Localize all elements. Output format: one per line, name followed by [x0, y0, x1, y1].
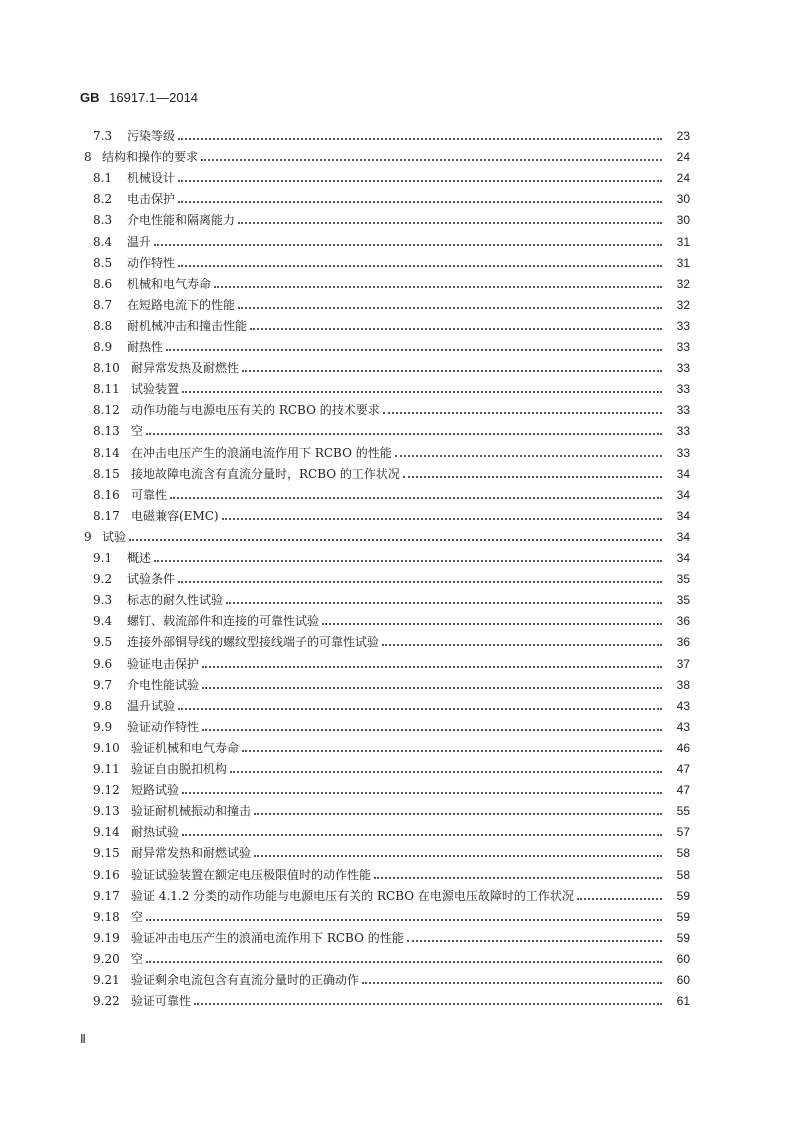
toc-entry[interactable] [93, 928, 690, 948]
toc-entry-title: 验证机械和电气寿命 [131, 740, 240, 755]
toc-entry-title: 可靠性 [131, 487, 168, 502]
toc-entry-page: 33 [676, 318, 690, 333]
toc-dot-leader [146, 918, 662, 921]
toc-dot-leader [242, 749, 662, 752]
toc-dot-leader [577, 897, 662, 900]
toc-entry-page: 35 [676, 593, 690, 608]
toc-entry-number: 9.8 [93, 698, 113, 713]
toc-entry-number: 8.3 [93, 213, 113, 228]
toc-dot-leader [146, 432, 662, 435]
toc-entry-number: 9.12 [93, 783, 120, 798]
toc-entry-page: 43 [676, 719, 690, 734]
toc-entry-page: 55 [676, 804, 690, 819]
toc-entry-title: 结构和操作的要求 [102, 150, 199, 165]
toc-entry-page: 33 [676, 340, 690, 354]
toc-entry-page: 34 [676, 529, 690, 544]
toc-entry[interactable] [93, 421, 690, 441]
toc-entry-title: 动作特性 [127, 255, 176, 270]
toc-entry-title: 机械和电气寿命 [127, 276, 212, 291]
toc-entry-number: 8.5 [93, 255, 113, 270]
toc-entry-title: 验证冲击电压产生的浪涌电流作用下 RCBO 的性能 [131, 930, 404, 945]
toc-dot-leader [194, 1002, 662, 1005]
toc-dot-leader [154, 243, 662, 246]
toc-entry-number: 8.6 [93, 276, 113, 291]
toc-entry-title: 接地故障电流含有直流分量时，RCBO 的工作状况 [131, 466, 400, 481]
toc-entry-page: 32 [676, 297, 690, 312]
toc-entry-number: 8.11 [93, 382, 120, 397]
toc-entry[interactable] [93, 717, 690, 737]
toc-entry-page: 38 [676, 677, 690, 692]
toc-dot-leader [238, 221, 662, 224]
toc-entry-title: 机械设计 [127, 171, 176, 186]
toc-dot-leader [362, 981, 662, 984]
toc-entry-number: 8.2 [93, 192, 113, 207]
toc-entry-title: 验证耐机械振动和撞击 [131, 804, 252, 819]
toc-entry-number: 9.1 [93, 551, 113, 565]
toc-entry-page: 30 [676, 213, 690, 228]
toc-entry-title: 电磁兼容(EMC) [131, 508, 219, 523]
toc-entry-title: 试验装置 [131, 382, 180, 397]
toc-entry-page: 43 [676, 698, 690, 713]
toc-entry[interactable] [93, 949, 690, 969]
toc-entry[interactable] [93, 400, 690, 420]
toc-entry[interactable] [93, 907, 690, 927]
toc-entry-page: 36 [676, 614, 690, 629]
toc-entry-number: 9.5 [93, 635, 113, 650]
toc-entry-title: 标志的耐久性试验 [127, 593, 224, 608]
toc-entry-title: 试验 [102, 529, 127, 544]
toc-entry-page: 47 [676, 762, 690, 776]
toc-entry-page: 58 [676, 867, 690, 882]
toc-entry[interactable] [93, 843, 690, 863]
toc-entry-title: 温升 [127, 234, 152, 249]
toc-entry-number: 8.1 [93, 171, 113, 186]
toc-entry[interactable] [84, 147, 690, 167]
toc-entry-number: 8.7 [93, 297, 113, 312]
toc-entry-page: 60 [676, 973, 690, 987]
toc-entry-number: 8 [84, 150, 92, 165]
toc-entry-title: 空 [131, 951, 144, 966]
toc-dot-leader [182, 390, 662, 393]
toc-entry-title: 空 [131, 424, 144, 439]
toc-entry[interactable] [93, 970, 690, 990]
toc-entry[interactable] [93, 168, 690, 188]
document-header [80, 90, 198, 105]
toc-entry[interactable] [93, 232, 690, 252]
toc-entry-number: 8.12 [93, 403, 120, 418]
toc-entry[interactable] [93, 379, 690, 399]
toc-entry-title: 耐热性 [127, 340, 164, 354]
toc-entry[interactable] [93, 485, 690, 505]
toc-dot-leader [202, 665, 662, 668]
toc-entry[interactable] [93, 865, 690, 885]
toc-dot-leader [202, 686, 662, 689]
toc-dot-leader [382, 643, 662, 646]
toc-dot-leader [254, 812, 662, 815]
toc-dot-leader [238, 306, 662, 309]
toc-entry-page: 46 [676, 740, 690, 755]
toc-dot-leader [170, 496, 662, 499]
toc-dot-leader [226, 601, 662, 604]
toc-dot-leader [202, 728, 662, 731]
toc-entry[interactable] [93, 696, 690, 716]
toc-entry[interactable] [93, 738, 690, 758]
toc-dot-leader [214, 285, 662, 288]
toc-entry-title: 螺钉、载流部件和连接的可靠性试验 [127, 614, 320, 629]
toc-entry-title: 耐机械冲击和撞击性能 [127, 318, 248, 333]
page-number: Ⅱ [80, 1032, 86, 1046]
toc-entry[interactable] [93, 464, 690, 484]
toc-entry-page: 57 [676, 825, 690, 840]
toc-entry-page: 33 [676, 403, 690, 418]
toc-dot-leader [230, 770, 662, 773]
toc-entry-number: 9 [84, 529, 92, 544]
toc-entry-number: 8.4 [93, 234, 113, 249]
toc-entry-number: 9.18 [93, 909, 120, 924]
toc-entry-page: 59 [676, 930, 690, 945]
toc-entry-number: 9.11 [93, 762, 120, 776]
toc-entry-title: 温升试验 [127, 698, 176, 713]
toc-dot-leader [166, 348, 662, 351]
toc-entry[interactable] [93, 611, 690, 631]
toc-entry-number: 8.13 [93, 424, 120, 439]
toc-entry-title: 介电性能试验 [127, 677, 200, 692]
toc-dot-leader [182, 791, 662, 794]
toc-entry-title: 试验条件 [127, 572, 176, 587]
toc-entry-title: 验证电击保护 [127, 656, 200, 671]
toc-entry-number: 9.9 [93, 719, 113, 734]
toc-entry-title: 验证动作特性 [127, 719, 200, 734]
toc-entry-page: 33 [676, 424, 690, 439]
toc-entry-title: 耐异常发热及耐燃性 [131, 361, 240, 376]
toc-entry-number: 9.20 [93, 951, 120, 966]
toc-dot-leader [146, 960, 662, 963]
toc-entry-page: 59 [676, 888, 690, 903]
toc-entry-number: 9.21 [93, 973, 120, 987]
toc-entry-page: 47 [676, 783, 690, 798]
toc-dot-leader [182, 833, 662, 836]
toc-entry-title: 验证 4.1.2 分类的动作功能与电源电压有关的 RCBO 在电源电压故障时的工作状况 [131, 888, 574, 903]
toc-entry[interactable] [93, 274, 690, 294]
toc-entry-title: 动作功能与电源电压有关的 RCBO 的技术要求 [131, 403, 380, 418]
toc-entry-number: 9.16 [93, 867, 120, 882]
toc-entry-title: 验证剩余电流包含有直流分量时的正确动作 [131, 973, 360, 987]
toc-entry-title: 在短路电流下的性能 [127, 297, 236, 312]
toc-entry-number: 8.16 [93, 487, 120, 502]
toc-entry-title: 耐异常发热和耐燃试验 [131, 846, 252, 861]
toc-dot-leader [383, 411, 662, 414]
toc-dot-leader [178, 137, 662, 140]
toc-entry[interactable] [84, 527, 690, 547]
toc-entry-number: 9.4 [93, 614, 113, 629]
toc-entry-page: 34 [676, 487, 690, 502]
toc-entry[interactable] [93, 295, 690, 315]
toc-entry-number: 9.22 [93, 994, 120, 1009]
toc-entry-number: 9.2 [93, 572, 113, 587]
toc-entry-number: 9.6 [93, 656, 113, 671]
toc-entry-number: 9.15 [93, 846, 120, 861]
standard-number: 16917.1—2014 [109, 90, 199, 105]
toc-dot-leader [407, 939, 662, 942]
toc-entry-page: 33 [676, 382, 690, 397]
toc-dot-leader [154, 559, 662, 562]
standard-code: GB [80, 90, 100, 105]
toc-entry-number: 8.15 [93, 466, 120, 481]
toc-entry-number: 9.19 [93, 930, 120, 945]
toc-dot-leader [129, 538, 662, 541]
toc-entry[interactable] [93, 590, 690, 610]
toc-entry-number: 8.17 [93, 508, 120, 523]
toc-dot-leader [178, 707, 662, 710]
toc-entry-page: 31 [676, 234, 690, 249]
toc-entry-page: 32 [676, 276, 690, 291]
toc-dot-leader [178, 200, 662, 203]
toc-entry-page: 35 [676, 572, 690, 587]
toc-entry-number: 8.9 [93, 340, 113, 354]
toc-entry[interactable] [93, 801, 690, 821]
toc-entry-number: 9.7 [93, 677, 113, 692]
toc-entry-title: 连接外部铜导线的螺纹型接线端子的可靠性试验 [127, 635, 380, 650]
toc-entry-number: 9.10 [93, 740, 120, 755]
toc-entry-number: 9.17 [93, 888, 120, 903]
toc-entry[interactable] [93, 210, 690, 230]
toc-entry[interactable] [93, 675, 690, 695]
toc-dot-leader [254, 854, 662, 857]
toc-entry-number: 8.10 [93, 361, 120, 376]
toc-entry-page: 58 [676, 846, 690, 861]
toc-entry-title: 空 [131, 909, 144, 924]
toc-dot-leader [201, 158, 662, 161]
toc-entry[interactable] [93, 506, 690, 526]
toc-entry-number: 9.14 [93, 825, 120, 840]
toc-entry-title: 概述 [127, 551, 152, 565]
toc-entry-title: 验证可靠性 [131, 994, 192, 1009]
toc-entry-title: 污染等级 [127, 129, 176, 143]
toc-dot-leader [178, 264, 662, 267]
toc-dot-leader [322, 622, 662, 625]
toc-dot-leader [250, 327, 662, 330]
toc-entry-number: 9.3 [93, 593, 113, 608]
toc-entry[interactable] [93, 759, 690, 779]
toc-entry-title: 介电性能和隔离能力 [127, 213, 236, 228]
toc-entry[interactable] [93, 189, 690, 209]
toc-entry-title: 耐热试验 [131, 825, 180, 840]
toc-entry-number: 8.14 [93, 445, 120, 460]
toc-entry-page: 59 [676, 909, 690, 924]
toc-entry-page: 36 [676, 635, 690, 650]
toc-entry[interactable] [93, 822, 690, 842]
toc-entry-page: 34 [676, 508, 690, 523]
toc-entry-page: 37 [676, 656, 690, 671]
toc-entry-number: 7.3 [93, 129, 113, 143]
toc-entry-page: 60 [676, 951, 690, 966]
toc-entry-page: 34 [676, 466, 690, 481]
toc-dot-leader [403, 475, 662, 478]
toc-entry[interactable] [93, 358, 690, 378]
toc-entry-title: 短路试验 [131, 783, 180, 798]
toc-dot-leader [395, 454, 662, 457]
toc-entry-page: 33 [676, 361, 690, 376]
toc-entry-page: 34 [676, 551, 690, 565]
toc-entry[interactable] [93, 632, 690, 652]
toc-entry[interactable] [93, 780, 690, 800]
toc-entry[interactable] [93, 443, 690, 463]
toc-entry-title: 验证试验装置在额定电压极限值时的动作性能 [131, 867, 372, 882]
toc-entry[interactable] [93, 654, 690, 674]
toc-entry[interactable] [93, 886, 690, 906]
toc-entry[interactable] [93, 337, 690, 357]
toc-entry-page: 24 [676, 171, 690, 186]
toc-entry[interactable] [93, 569, 690, 589]
toc-dot-leader [222, 517, 662, 520]
toc-entry-page: 30 [676, 192, 690, 207]
toc-entry-page: 33 [676, 445, 690, 460]
toc-entry-title: 电击保护 [127, 192, 176, 207]
toc-entry-title: 在冲击电压产生的浪涌电流作用下 RCBO 的性能 [131, 445, 392, 460]
toc-dot-leader [178, 580, 662, 583]
toc-entry[interactable] [93, 126, 690, 146]
toc-entry-page: 24 [676, 150, 690, 165]
toc-entry[interactable] [93, 253, 690, 273]
toc-entry-number: 8.8 [93, 318, 113, 333]
toc-entry-page: 31 [676, 255, 690, 270]
toc-dot-leader [242, 369, 662, 372]
toc-entry-page: 23 [676, 129, 690, 143]
toc-entry-number: 9.13 [93, 804, 120, 819]
toc-entry-page: 61 [676, 994, 690, 1009]
toc-entry[interactable] [93, 316, 690, 336]
toc-dot-leader [374, 876, 662, 879]
toc-entry[interactable] [93, 991, 690, 1011]
toc-entry-title: 验证自由脱扣机构 [131, 762, 228, 776]
toc-entry[interactable] [93, 548, 690, 568]
toc-dot-leader [178, 179, 662, 182]
